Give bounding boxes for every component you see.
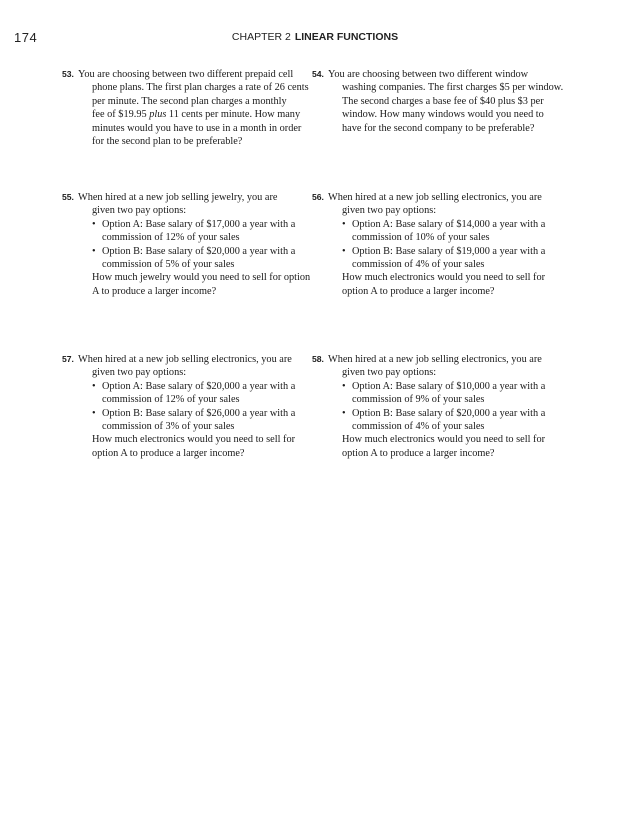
option-text: commission of 5% of your sales — [102, 259, 235, 271]
problem-number: 54. — [312, 69, 324, 79]
option-item — [92, 218, 323, 245]
option-text: commission of 3% of your sales — [102, 421, 235, 433]
option-item — [342, 218, 573, 245]
problem-55 — [62, 191, 323, 298]
problem-text-line: washing companies. The first charges $5 per window. — [342, 82, 564, 94]
option-text: Option B: Base salary of $26,000 a year with a — [102, 407, 296, 419]
option-text: commission of 12% of your sales — [102, 232, 240, 244]
problem-text-line: How much electronics would you need to sell for — [342, 272, 546, 284]
bullet-icon: • — [342, 380, 346, 392]
options-list — [328, 380, 573, 434]
chapter-label: CHAPTER 2 — [231, 31, 291, 43]
bullet-icon: • — [92, 380, 96, 392]
problem-text-line: given two pay options: — [92, 205, 187, 217]
bullet-icon: • — [92, 218, 96, 230]
problem-number: 53. — [62, 69, 74, 79]
problem-number: 57. — [62, 354, 74, 364]
problem-57 — [62, 353, 323, 460]
problem-text-line: minutes would you have to use in a month in order — [92, 122, 302, 134]
problem-text-line: per minute. The second plan charges a monthly — [92, 95, 287, 107]
problem-number: 56. — [312, 192, 324, 202]
option-text: Option B: Base salary of $19,000 a year with a — [352, 245, 546, 257]
problem-text-line: window. How many windows would you need to — [342, 109, 544, 121]
option-item — [92, 407, 323, 434]
problem-text-line: have for the second company to be preferable? — [342, 122, 535, 134]
problem-text-line: How much electronics would you need to sell for — [342, 434, 546, 446]
option-text: Option A: Base salary of $14,000 a year with a — [352, 218, 546, 230]
option-text: Option A: Base salary of $10,000 a year with a — [352, 380, 546, 392]
option-text: commission of 9% of your sales — [352, 394, 485, 406]
option-text: commission of 12% of your sales — [102, 394, 240, 406]
option-item — [92, 245, 323, 272]
problem-text-line: given two pay options: — [92, 367, 187, 379]
options-list — [78, 380, 323, 434]
problem-text-line — [78, 108, 323, 121]
text-segment: fee of $19.95 — [92, 109, 150, 121]
problem-text-line: option A to produce a larger income? — [342, 447, 495, 459]
problem-text-line: option A to produce a larger income? — [92, 447, 245, 459]
problem-text-line: How much electronics would you need to sell for — [92, 434, 296, 446]
problem-text-line: option A to produce a larger income? — [342, 285, 495, 297]
problem-text-line: When hired at a new job selling electronics, you are — [328, 354, 542, 365]
bullet-icon: • — [342, 218, 346, 230]
problem-text-line: The second charges a base fee of $40 plus $3 per — [342, 95, 544, 107]
chapter-header — [0, 31, 630, 43]
chapter-title: LINEAR FUNCTIONS — [294, 31, 399, 43]
italic-word: plus — [149, 109, 167, 121]
problem-text-line: A to produce a larger income? — [92, 285, 217, 297]
problem-text-line: When hired at a new job selling electronics, you are — [328, 192, 542, 203]
problem-number: 55. — [62, 192, 74, 202]
problem-54 — [312, 68, 573, 135]
option-text: Option B: Base salary of $20,000 a year with a — [352, 407, 546, 419]
option-text: Option A: Base salary of $20,000 a year with a — [102, 380, 296, 392]
problem-text-line: You are choosing between two different window — [328, 69, 529, 80]
problem-text-line: When hired at a new job selling electronics, you are — [78, 354, 292, 365]
options-list — [78, 218, 323, 272]
bullet-icon: • — [92, 407, 96, 419]
bullet-icon: • — [342, 407, 346, 419]
problem-58 — [312, 353, 573, 460]
options-list — [328, 218, 573, 272]
problem-text-line: for the second plan to be preferable? — [92, 136, 243, 148]
problem-53 — [62, 68, 323, 148]
problem-text-line: How much jewelry would you need to sell for option — [92, 272, 311, 284]
option-text: Option A: Base salary of $17,000 a year with a — [102, 218, 296, 230]
problem-56 — [312, 191, 573, 298]
problem-text-line: given two pay options: — [342, 205, 437, 217]
option-text: commission of 4% of your sales — [352, 259, 485, 271]
problem-text-line: given two pay options: — [342, 367, 437, 379]
bullet-icon: • — [342, 245, 346, 257]
option-item — [342, 380, 573, 407]
problem-number: 58. — [312, 354, 324, 364]
problem-text-line: When hired at a new job selling jewelry, you are — [78, 192, 278, 203]
page-number: 174 — [14, 30, 38, 45]
option-item — [92, 380, 323, 407]
option-item — [342, 407, 573, 434]
option-text: commission of 10% of your sales — [352, 232, 490, 244]
bullet-icon: • — [92, 245, 96, 257]
option-text: commission of 4% of your sales — [352, 421, 485, 433]
problem-text-line: You are choosing between two different prepaid cell — [78, 69, 294, 80]
option-item — [342, 245, 573, 272]
text-segment: 11 cents per minute. How many — [166, 109, 301, 121]
problem-text-line: phone plans. The first plan charges a rate of 26 cents — [92, 82, 309, 94]
option-text: Option B: Base salary of $20,000 a year with a — [102, 245, 296, 257]
